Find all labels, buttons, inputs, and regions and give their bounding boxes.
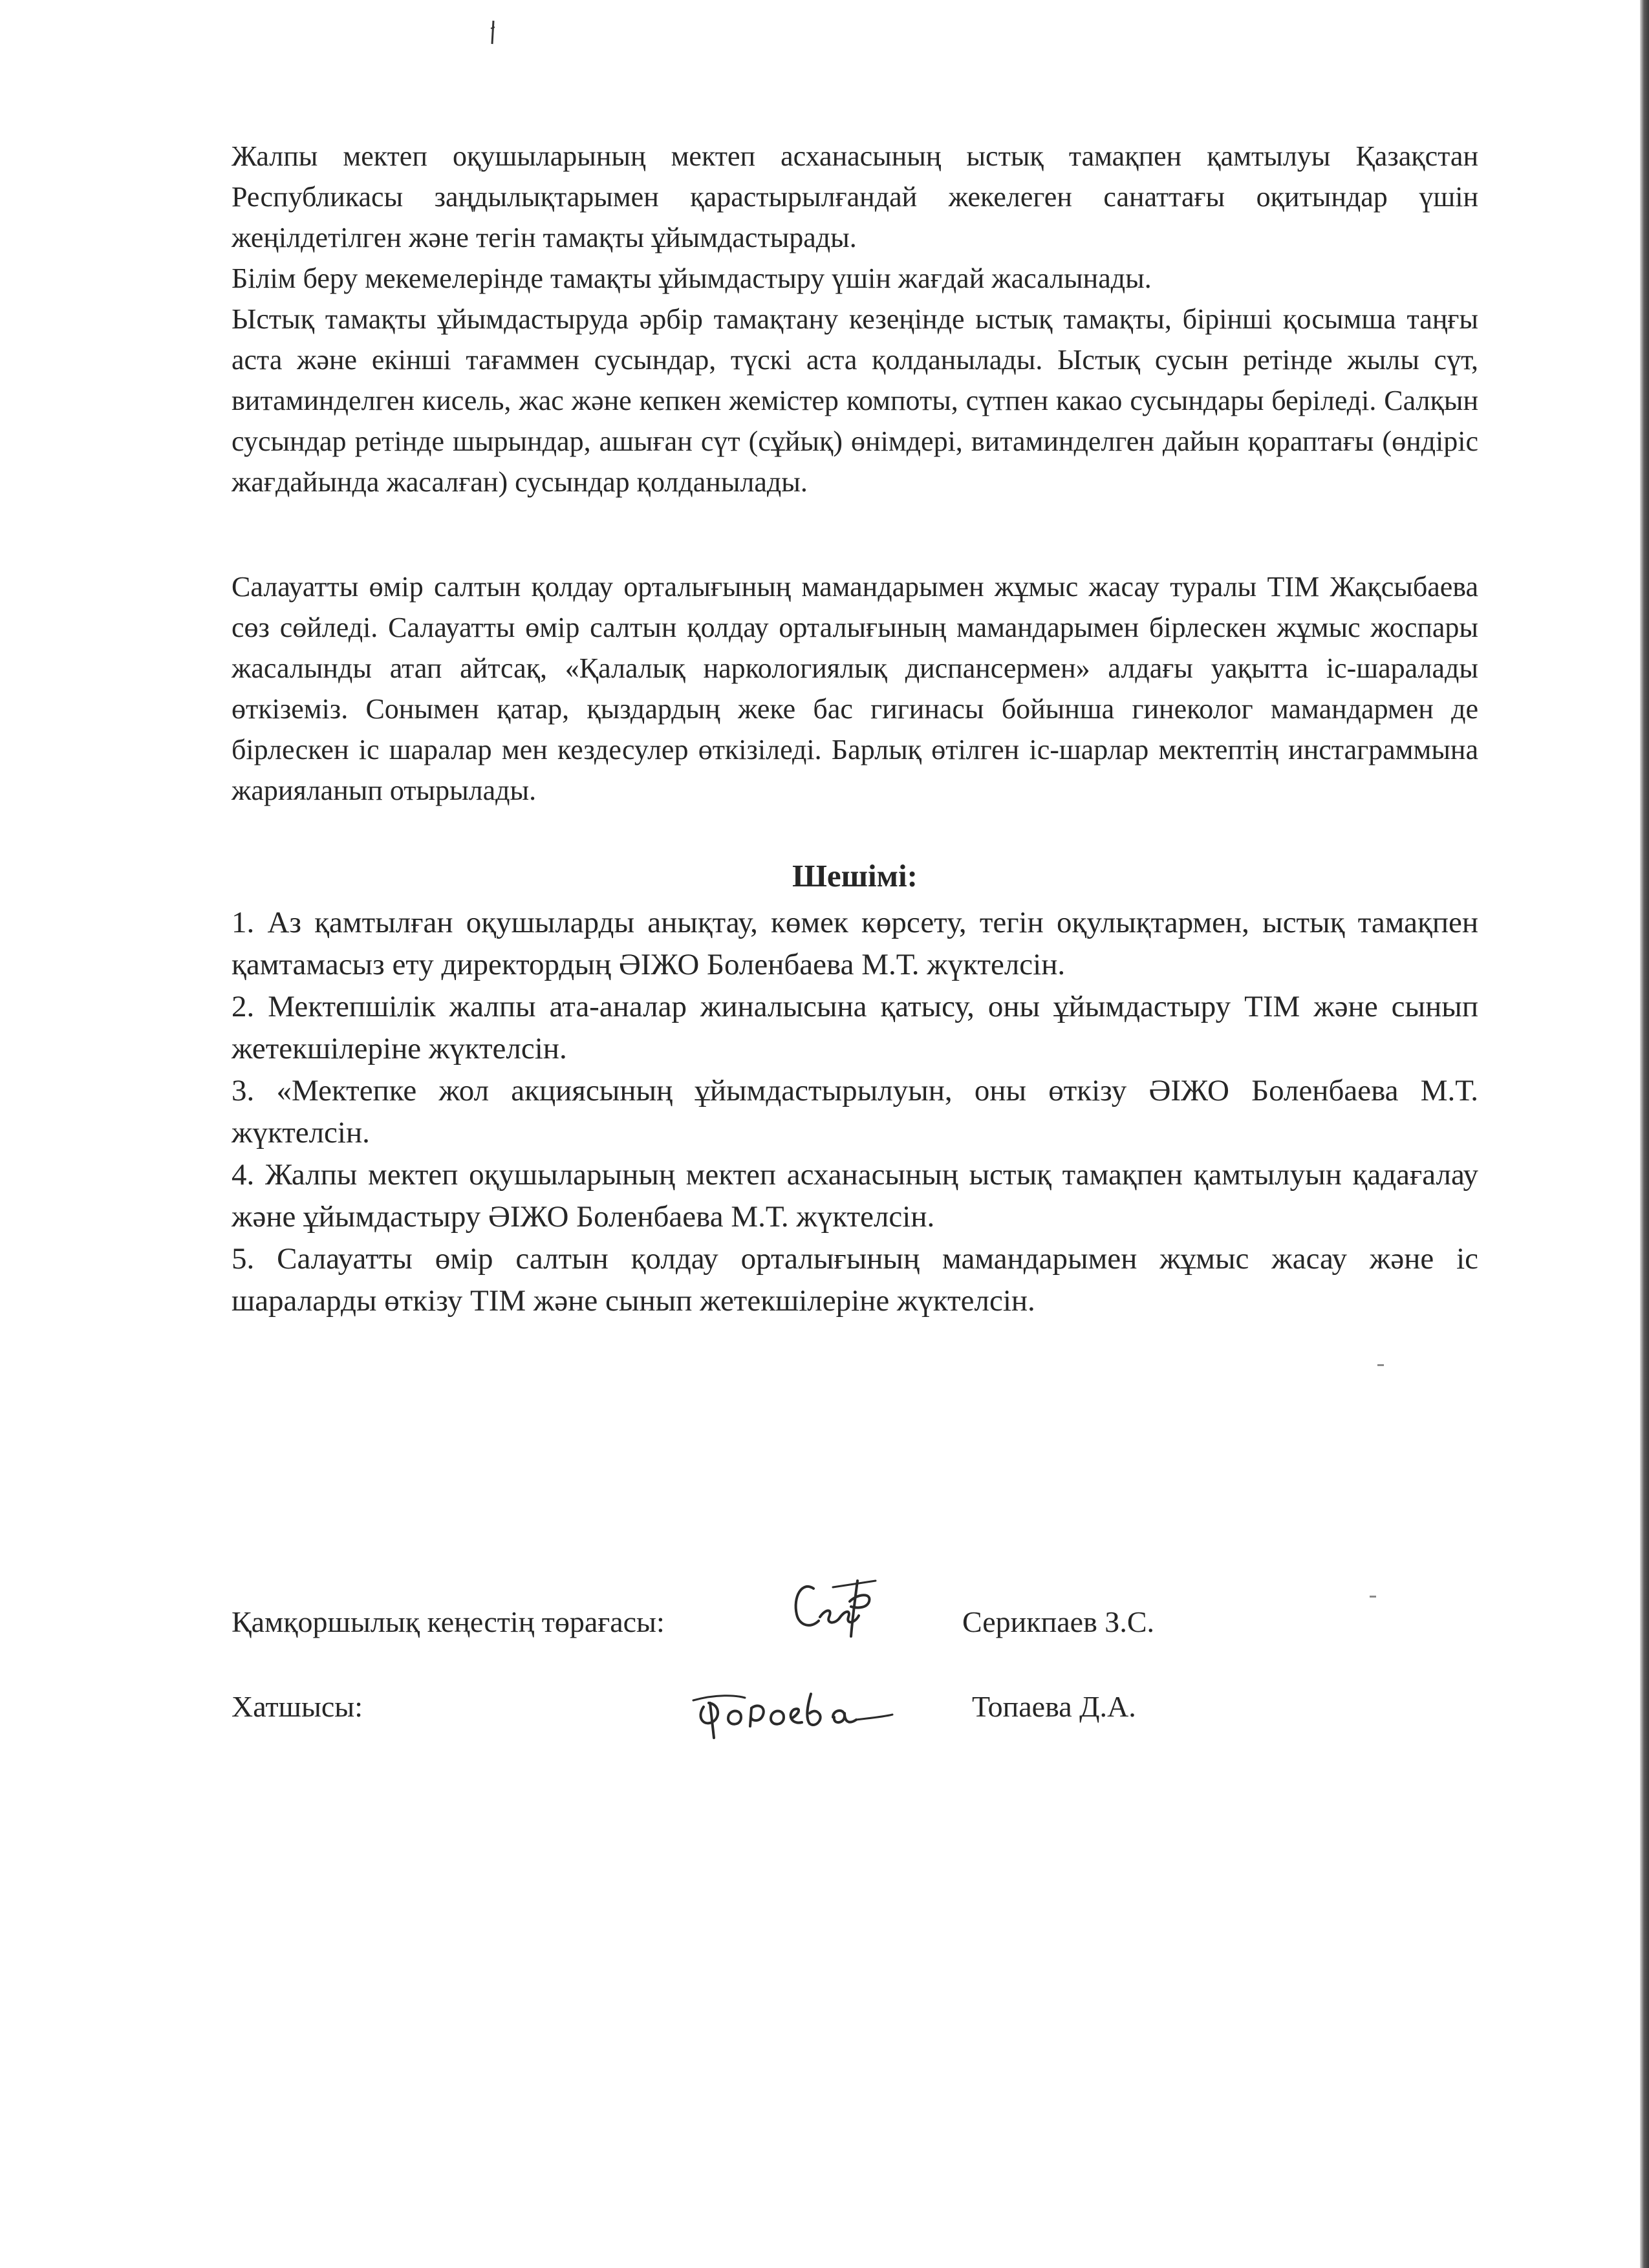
secretary-signature-row xyxy=(232,1655,1478,1733)
intro-section xyxy=(232,136,1478,502)
decision-item: 1. Аз қамтылған оқушыларды анықтау, көмек көрсету, тегін оқулықтармен, ыстық тамақпен қамтамасыз ету директордың ӘІЖО Боленбаева М.Т. жүктелсін. xyxy=(232,906,1478,981)
chair-label: Қамқоршылық кеңестің төрағасы: xyxy=(232,1605,665,1638)
scan-edge xyxy=(1640,0,1649,2268)
decision-item: 5. Салауатты өмір салтын қолдау орталығының мамандарымен жұмыс жасау және іс шараларды өткізу ТІМ және сынып жетекшілеріне жүктелсін. xyxy=(232,1242,1478,1318)
decision-item: 2. Мектепшілік жалпы ата-аналар жиналысына қатысу, оны ұйымдастыру ТІМ және сынып жетекшілеріне жүктелсін. xyxy=(232,990,1478,1065)
stray-pen-mark xyxy=(490,19,495,45)
paragraph: Салауатты өмір салтын қолдау орталығының мамандарымен жұмыс жасау туралы ТІМ Жақсыбаева сөз сөйледі. Салауатты өмір салтын қолдау орталығының мамандарымен бірлескен жұмыс жоспары жасалынды атап айтсақ, «Қалалық наркологиялық диспансермен» алдағы уақытта іс-шаралады өткіземіз. Сонымен қатар, қыздардың жеке бас гигинасы бойынша гинеколог мамандармен де бірлескен іс шаралар мен кездесулер өткізіледі. Барлық өтілген іс-шарлар мектептің инстаграммына жарияланып отырылады. xyxy=(232,571,1478,806)
secretary-label: Хатшысы: xyxy=(232,1690,363,1723)
chair-name: Серикпаев З.С. xyxy=(962,1605,1155,1638)
chair-handwritten-signature xyxy=(788,1561,878,1639)
secretary-handwritten-signature xyxy=(691,1681,898,1739)
decision-item: 3. «Мектепке жол акциясының ұйымдастырылуын, оны өткізу ӘІЖО Боленбаева М.Т. жүктелсін. xyxy=(232,1074,1478,1150)
paragraph: Білім беру мекемелерінде тамақты ұйымдастыру үшін жағдай жасалынады. xyxy=(232,262,1152,294)
healthy-lifestyle-section xyxy=(232,566,1478,811)
decision-item: 4. Жалпы мектеп оқушыларының мектеп асханасының ыстық тамақпен қамтылуын қадағалау және ұйымдастыру ӘІЖО Боленбаева М.Т. жүктелсін. xyxy=(232,1158,1478,1234)
decision-title: Шешімі: xyxy=(792,858,918,893)
decision-list xyxy=(232,902,1478,1322)
paragraph: Ыстық тамақты ұйымдастыруда әрбір тамақтану кезеңінде ыстық тамақты, бірінші қосымша таңғы аста және екінші тағаммен сусындар, түскі аста қолданылады. Ыстық сусын ретінде жылы сүт, витаминделген кисель, жас және кепкен жемістер компоты, сүтпен какао сусындары беріледі. Салқын сусындар ретінде шырындар, ашыған сүт (сұйық) өнімдері, витаминделген дайын қораптағы (өндіріс жағдайында жасалған) сусындар қолданылады. xyxy=(232,303,1478,498)
secretary-name: Топаева Д.А. xyxy=(972,1690,1136,1723)
chair-signature-row xyxy=(232,1561,1478,1639)
paragraph: Жалпы мектеп оқушыларының мектеп асханасының ыстық тамақпен қамтылуы Қазақстан Республикасы заңдылықтарымен қарастырылғандай жекелеген санаттағы оқитындар үшін жеңілдетілген және тегін тамақты ұйымдастырады. xyxy=(232,140,1478,253)
scan-speck xyxy=(1377,1364,1384,1366)
